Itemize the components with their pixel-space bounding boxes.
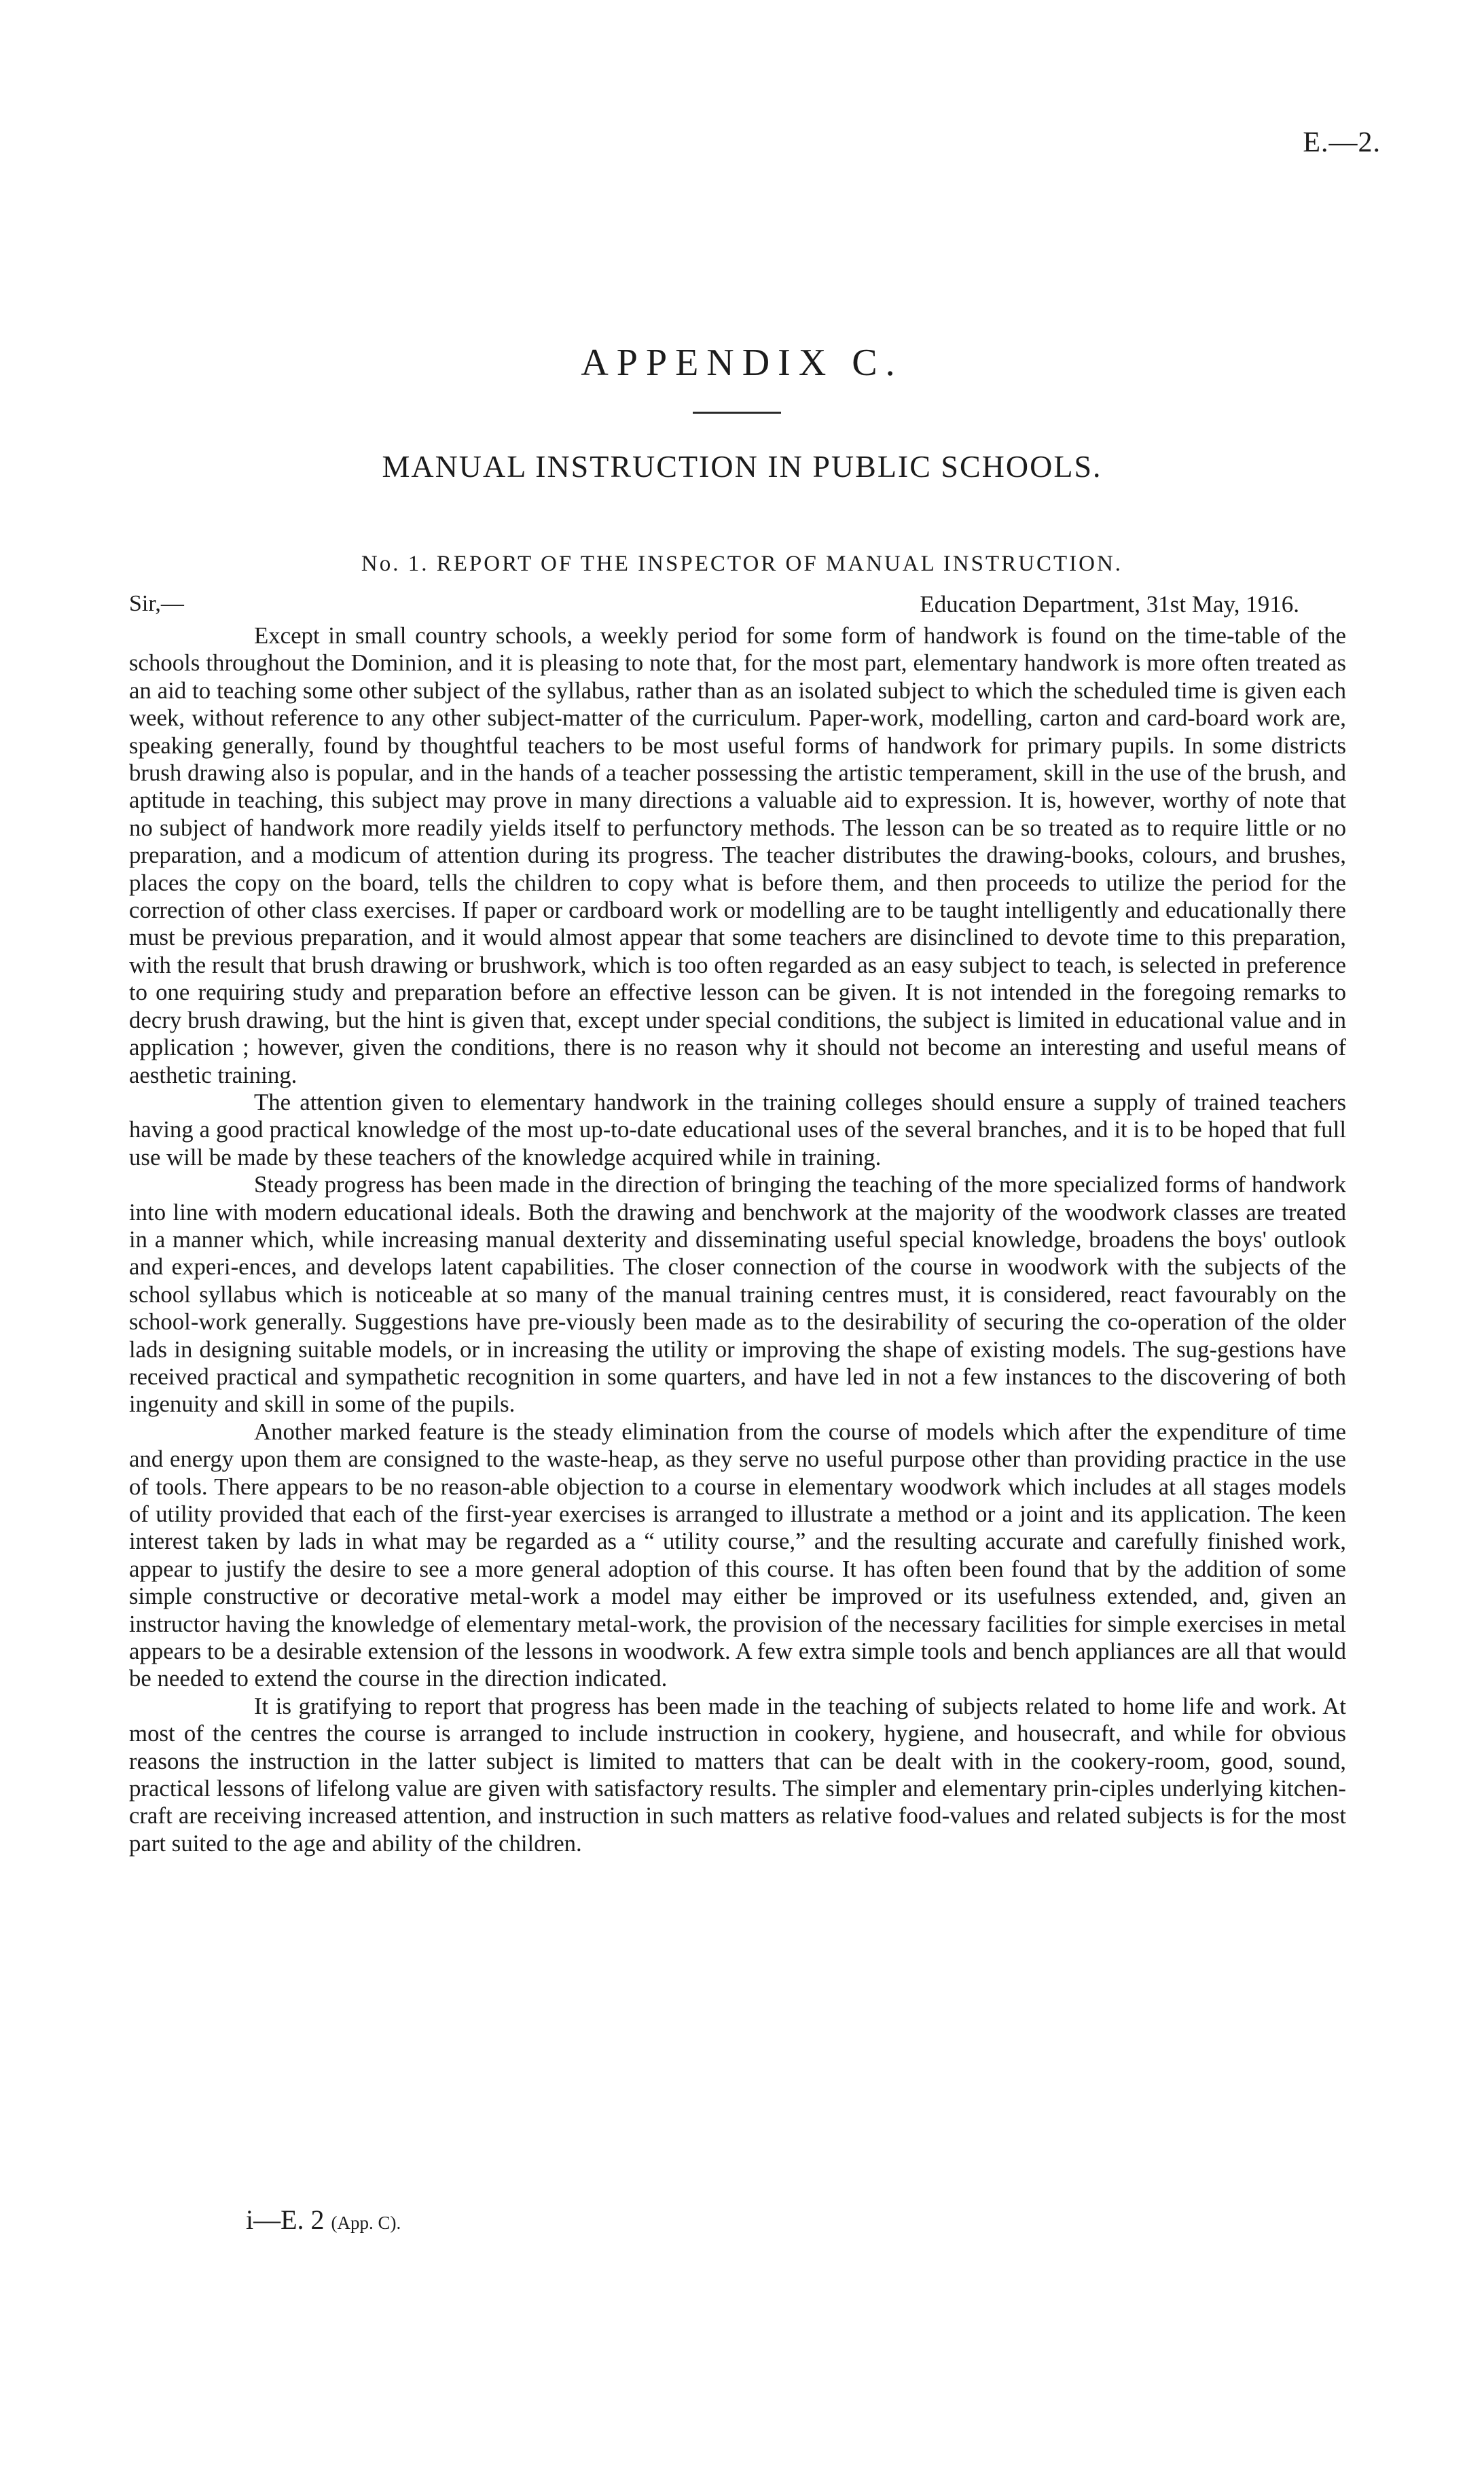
footer-signature: i—E. 2 [246, 2204, 325, 2235]
letter-dateline: Education Department, 31st May, 1916. [920, 591, 1299, 618]
main-title: MANUAL INSTRUCTION IN PUBLIC SCHOOLS. [382, 449, 1102, 484]
paragraph-home-life: It is gratifying to report that progress has been made in the teaching of subjects related to home life and work. At most of the centres the course is arranged to include instruction in cookery, hygiene, and housecraft, and while for obvious reasons the instruction in the latter subject is limited to matters that can be dealt with in the cookery-room, good, sound, practical lessons of lifelong value are given with satisfactory results. The simpler and elementary prin-ciples underlying kitchen-craft are receiving increased attention, and instruction in such matters as relative food-values and related subjects is for the most part suited to the age and ability of the children. [129, 1692, 1346, 1857]
letter-salutation: Sir,— [129, 591, 184, 616]
footer-appendix-note: (App. C). [331, 2213, 401, 2233]
footer-signature-mark [246, 2204, 401, 2236]
appendix-title: APPENDIX C. [581, 342, 903, 384]
report-body [129, 622, 1346, 1857]
paragraph-specialized-handwork: Steady progress has been made in the direction of bringing the teaching of the more specialized forms of handwork into line with modern educational ideals. Both the drawing and benchwork at the majority of the woodwork classes are treated in a manner which, while increasing manual dexterity and disseminating useful special knowledge, broadens the boys' outlook and experi-ences, and develops latent capabilities. The closer connection of the course in woodwork with the subjects of the school syllabus which is noticeable at so many of the manual training centres must, it is considered, react favourably on the school-work generally. Suggestions have pre-viously been made as to the desirability of securing the co-operation of the older lads in designing suitable models, or in increasing the utility or improving the shape of existing models. The sug-gestions have received practical and sympathetic recognition in some quarters, and have led in not a few instances to the discovering of both ingenuity and skill in some of the pupils. [129, 1171, 1346, 1418]
page-reference: E.—2. [1303, 127, 1381, 158]
paragraph-training-colleges: The attention given to elementary handwork in the training colleges should ensure a supply of trained teachers having a good practical knowledge of the most up-to-date educational uses of the several branches, and it is to be hoped that full use will be made by these teachers of the knowledge acquired while in training. [129, 1088, 1346, 1170]
title-divider [693, 412, 781, 414]
paragraph-utility-course: Another marked feature is the steady elimination from the course of models which after the expenditure of time and energy upon them are consigned to the waste-heap, as they serve no useful purpose other than providing practice in the use of tools. There appears to be no reason-able objection to a course in elementary woodwork which includes at all stages models of utility provided that each of the first-year exercises is arranged to illustrate a method or a joint and its application. The keen interest taken by lads in what may be regarded as a “ utility course,” and the resulting accurate and carefully finished work, appear to justify the desire to see a more general adoption of this course. It has often been found that by the addition of some simple constructive or decorative metal-work a model may either be improved or its usefulness extended, and, given an instructor having the knowledge of elementary metal-work, the provision of the necessary facilities for simple exercises in metal appears to be a desirable extension of the lessons in woodwork. A few extra simple tools and bench appliances are all that would be needed to extend the course in the direction indicated. [129, 1418, 1346, 1692]
report-title: No. 1. REPORT OF THE INSPECTOR OF MANUAL INSTRUCTION. [361, 552, 1123, 576]
paragraph-handwork-primary: Except in small country schools, a weekly period for some form of handwork is found on the time-table of the schools throughout the Dominion, and it is pleasing to note that, for the most part, elementary handwork is more often treated as an aid to teaching some other subject of the syllabus, rather than as an isolated subject to which the scheduled time is given each week, without reference to any other subject-matter of the curriculum. Paper-work, modelling, carton and card-board work are, speaking generally, found by thoughtful teachers to be most useful forms of handwork for primary pupils. In some districts brush drawing also is popular, and in the hands of a teacher possessing the artistic temperament, skill in the use of the brush, and aptitude in teaching, this subject may prove in many directions a valuable aid to expression. It is, however, worthy of note that no subject of handwork more readily yields itself to perfunctory methods. The lesson can be so treated as to require little or no preparation, and a modicum of attention during its progress. The teacher distributes the drawing-books, colours, and brushes, places the copy on the board, tells the children to copy what is before them, and then proceeds to utilize the period for the correction of other class exercises. If paper or cardboard work or modelling are to be taught intelligently and educationally there must be previous preparation, and it would almost appear that some teachers are disinclined to devote time to this preparation, with the result that brush drawing or brushwork, which is too often regarded as an easy subject to teach, is selected in preference to one requiring study and preparation before an effective lesson can be given. It is not intended in the foregoing remarks to decry brush drawing, but the hint is given that, except under special conditions, the subject is limited in educational value and in application ; however, given the conditions, there is no reason why it should not become an interesting and useful means of aesthetic training. [129, 622, 1346, 1088]
